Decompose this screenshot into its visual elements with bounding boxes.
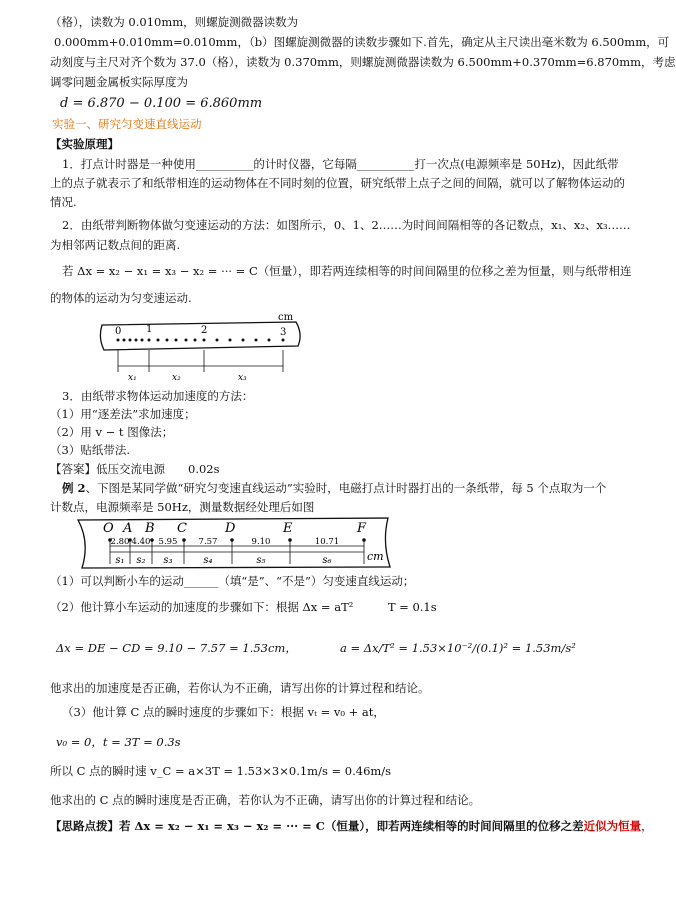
- tape2-distance: 9.10: [251, 537, 271, 547]
- text-line: 计数点，电源频率是 50Hz，测量数据经处理后如图: [50, 500, 315, 514]
- tape1-dot: [117, 339, 120, 342]
- text-line: （2）用 v − t 图像法；: [50, 425, 174, 439]
- tape1-dot: [157, 339, 160, 342]
- text-line: 若 Δx = x₂ − x₁ = x₃ − x₂ = ··· = C（恒量），即若两连续相等的时间间隔里的位移之差为恒量，则与纸带相连: [62, 264, 632, 278]
- tape2-segment: s₃: [163, 555, 173, 566]
- tape1-dot: [129, 339, 132, 342]
- tape1-seg-x2: x₂: [172, 373, 181, 383]
- tape2-point-O: O: [103, 521, 114, 536]
- text-line: 2．由纸带判断物体做匀变速运动的方法：如图所示，0、1、2……为时间间隔相等的各记数点，x₁、x₂、x₃……: [62, 218, 631, 232]
- tape1-dot: [268, 339, 271, 342]
- tape2-distance: 4.40: [131, 537, 151, 547]
- tape1-dot: [242, 339, 245, 342]
- hint-line: 【思路点拨】若 Δx = x₂ − x₁ = x₃ − x₂ = ··· = C（恒量），即若两连续相等的时间间隔里的位移之差近似为恒量，: [50, 819, 653, 833]
- text-line: 的物体的运动为匀变速运动.: [50, 291, 192, 305]
- tape2-distance: 2.80: [110, 537, 130, 547]
- tape1-dot: [203, 339, 206, 342]
- text-line: 1．打点计时器是一种使用__________的计时仪器，它每隔__________打一次点(电源频率是 50Hz)，因此纸带: [62, 157, 619, 171]
- tape1-point-2: 2: [201, 325, 208, 336]
- text-line: 情况.: [50, 195, 77, 209]
- tape1-dot: [216, 339, 219, 342]
- equation-acceleration: a = Δx/T² = 1.53×10⁻²/(0.1)² = 1.53m/s²: [340, 641, 576, 655]
- tape1-seg-x1: x₁: [128, 373, 137, 383]
- text-line: 他求出的加速度是否正确，若你认为不正确，请写出你的计算过程和结论。: [50, 681, 430, 695]
- text-line: 调零问题金属板实际厚度为: [50, 75, 188, 89]
- text-line: 3．由纸带求物体运动加速度的方法：: [62, 389, 254, 403]
- tape1-dot: [229, 339, 232, 342]
- tape2-segment: s₅: [256, 555, 266, 566]
- question-1: （1）可以判断小车的运动______（填“是”、“不是”）匀变速直线运动；: [50, 574, 415, 588]
- section-title: 实验一、研究匀变速直线运动: [52, 117, 202, 131]
- text-line: 上的点子就表示了和纸带相连的运动物体在不同时刻的位置，研究纸带上点子之间的间隔，就可以了解物体运动的: [50, 176, 625, 190]
- tape1-seg-x3: x₃: [238, 373, 247, 383]
- tape1-dot: [148, 339, 151, 342]
- tape1-dot: [282, 339, 285, 342]
- tape1-dot: [175, 339, 178, 342]
- question-2: （2）他计算小车运动的加速度的步骤如下：根据 Δx = aT² T = 0.1s: [50, 600, 437, 614]
- equation-time: v₀ = 0，t = 3T = 0.3s: [56, 735, 181, 749]
- tape2-point-D: D: [225, 521, 236, 536]
- tape2-distance: 10.71: [314, 537, 340, 547]
- tape2-segment: s₁: [115, 555, 125, 566]
- tape1-unit: cm: [278, 312, 294, 323]
- text-line: 为相邻两记数点间的距离.: [50, 238, 181, 252]
- question-3: （3）他计算 C 点的瞬时速度的步骤如下：根据 vₜ = v₀ + at，: [62, 705, 385, 719]
- tape1-point-1: 1: [146, 324, 153, 335]
- tape2-point-B: B: [145, 521, 155, 536]
- tape-figure-1: [100, 310, 310, 385]
- text-line: （格），读数为 0.010mm，则螺旋测微器读数为: [50, 15, 299, 29]
- tape2-point-C: C: [177, 521, 187, 536]
- answer-line: 【答案】低压交流电源 0.02s: [50, 462, 220, 476]
- equation-thickness: d = 6.870 − 0.100 = 6.860mm: [60, 96, 263, 111]
- tape1-dot: [255, 339, 258, 342]
- tape2-point-A: A: [123, 521, 133, 536]
- tape2-point-F: F: [357, 521, 367, 536]
- equation-velocity: 所以 C 点的瞬时速 v_C = a×3T = 1.53×3×0.1m/s = 0.46m/s: [50, 764, 392, 778]
- tape2-unit: cm: [367, 550, 384, 563]
- text-line: （1）用“逐差法”求加速度；: [50, 407, 196, 421]
- tape2-point-E: E: [283, 521, 293, 536]
- text-line: 0.000mm+0.010mm=0.010mm，（b）图螺旋测微器的读数步骤如下.首先，确定从主尺读出毫米数为 6.500mm，可: [54, 35, 670, 49]
- equation-delta-x: Δx = DE − CD = 9.10 − 7.57 = 1.53cm，: [56, 641, 297, 655]
- tape2-segment: s₄: [203, 555, 213, 566]
- text-line: （3）贴纸带法.: [50, 443, 130, 457]
- text-line: 他求出的 C 点的瞬时速度是否正确，若你认为不正确，请写出你的计算过程和结论。: [50, 793, 481, 807]
- principle-heading: 【实验原理】: [50, 137, 119, 151]
- tape2-distance: 7.57: [198, 537, 218, 547]
- text-line: 动刻度与主尺对齐个数为 37.0（格），读数为 0.370mm，则螺旋测微器读数为 6.500mm+0.370mm=6.870mm，考虑: [50, 55, 676, 69]
- hint-highlight: 近似为恒量: [583, 819, 642, 833]
- tape1-point-3: 3: [280, 327, 287, 338]
- tape1-dot: [194, 339, 197, 342]
- tape1-dot: [141, 339, 144, 342]
- tape1-point-0: 0: [115, 326, 122, 337]
- example-line: 例 2、下图是某同学做“研究匀变速直线运动”实验时，电磁打点计时器打出的一条纸带，每 5 个点取为一个: [62, 481, 607, 495]
- tape1-dot: [185, 339, 188, 342]
- tape1-dot: [123, 339, 126, 342]
- tape1-dot: [135, 339, 138, 342]
- tape1-dot: [166, 339, 169, 342]
- tape-figure-2: [74, 512, 394, 572]
- tape2-segment: s₂: [136, 555, 146, 566]
- tape2-distance: 5.95: [158, 537, 178, 547]
- tape2-segment: s₆: [322, 555, 332, 566]
